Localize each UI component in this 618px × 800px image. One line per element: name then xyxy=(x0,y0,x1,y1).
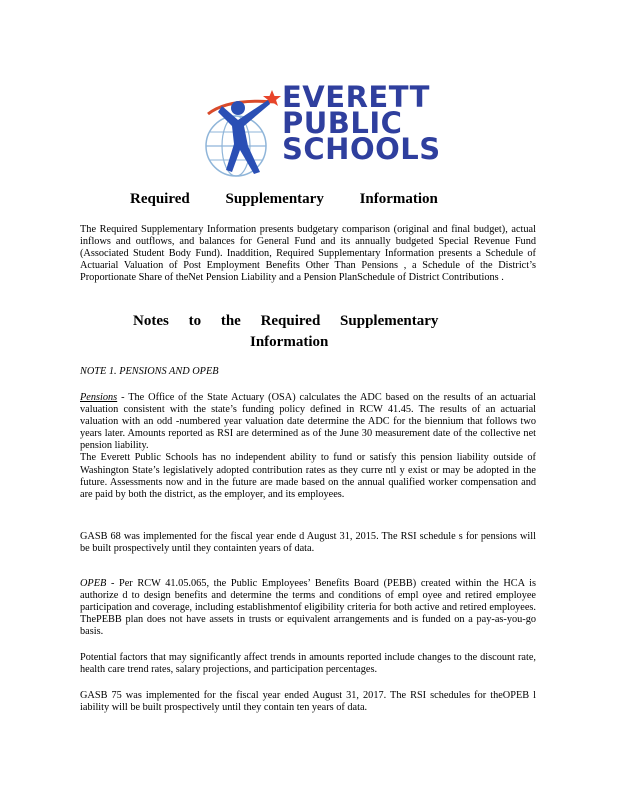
factors-paragraph: Potential factors that may significantly affect trends in amounts reported include changes to the discount rate, health care trend rates, salary projections, and participation percentages. xyxy=(80,652,536,676)
logo-wordmark xyxy=(282,80,441,166)
pensions-text-2: The Everett Public Schools has no independent ability to fund or satisfy this pension liability outside of Washington State’s legislatively adopted contribution rates as they curre ntl y exist or may be adopted in the future. Assessments now and in the future are made based on the annual qualified worker compensation and are paid by both the district, as the employer, and its employees. xyxy=(80,452,536,500)
gasb68-paragraph: GASB 68 was implemented for the fiscal year ende d August 31, 2015. The RSI schedule s for pensions will be built prospectively until they containten years of data. xyxy=(80,531,536,555)
note-heading: NOTE 1. PENSIONS AND OPEB xyxy=(80,366,219,377)
everett-public-schools-logo xyxy=(198,80,441,184)
gasb75-paragraph: GASB 75 was implemented for the fiscal year ended August 31, 2017. The RSI schedules for theOPEB l iability will be built prospectively until they contain ten years of data. xyxy=(80,690,536,714)
pensions-paragraph xyxy=(80,392,536,501)
notes-heading-line2: Information xyxy=(250,334,329,350)
logo-line-schools: SCHOOLS xyxy=(282,132,441,166)
page-title: Required Supplementary Information xyxy=(130,191,438,207)
pensions-text: - The Office of the State Actuary (OSA) calculates the ADC based on the results of an actuarial valuation consistent with the state’s funding policy defined in RCW 41.45. The results of an actuarial valuation with an odd -numbered year valuation date determine the ADC for the biennium that follows two years later. Amounts reported as RSI are determined as of the June 30 measurement date of the collective net pension liability. xyxy=(80,392,536,452)
opeb-lead: OPEB xyxy=(80,578,107,589)
logo-line-public: PUBLIC xyxy=(282,106,403,140)
pensions-lead: Pensions xyxy=(80,392,118,403)
notes-heading-line1: Notes to the Required Supplementary xyxy=(133,313,439,329)
opeb-text: - Per RCW 41.05.065, the Public Employees’ Benefits Board (PEBB) created within the HCA is authorize d to design benefits and determine the terms and conditions of empl oyee and retired employee participation and coverage, including establishmentof eligibility criteria for both active and retired employees. ThePEBB plan does not have assets in trusts or equivalent arrangements and is funded on a pay-as-you-go basis. xyxy=(80,578,536,638)
intro-paragraph: The Required Supplementary Information presents budgetary comparison (original and final budget), actual inflows and outflows, and balances for General Fund and its annually budgeted Special Revenue Fund (Associated Student Body Fund). Inaddition, Required Supplementary Information presents a Schedule of Actuarial Valuation of Post Employment Benefits Other Than Pensions , a Schedule of the District’s Proportionate Share of theNet Pension Liability and a Pension PlanSchedule of District Contributions . xyxy=(80,224,536,284)
person-reaching-star-globe-icon xyxy=(198,84,288,184)
opeb-paragraph xyxy=(80,578,536,638)
logo-line-everett: EVERETT xyxy=(282,80,430,114)
